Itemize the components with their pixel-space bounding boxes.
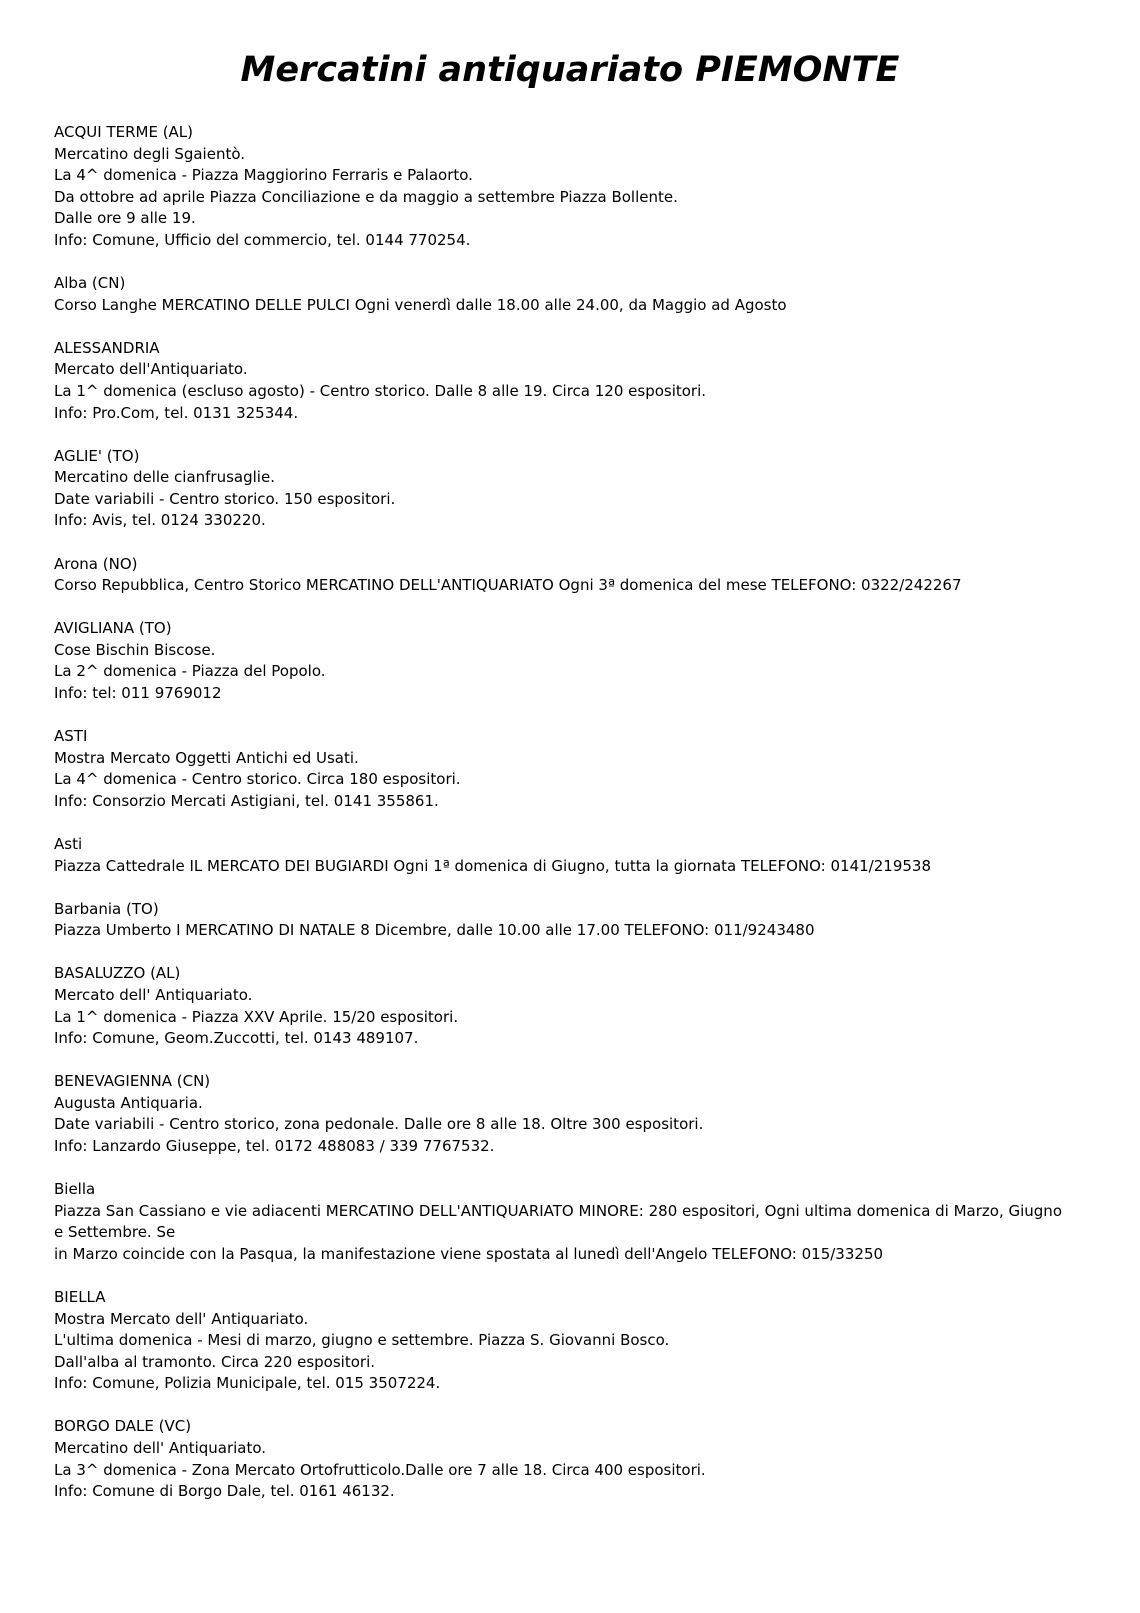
market-location: ACQUI TERME (AL) (54, 123, 194, 141)
market-detail-line: Augusta Antiquaria. (54, 1093, 203, 1112)
market-detail-line: in Marzo coincide con la Pasqua, la manifestazione viene spostata al lunedì dell'Angelo TELEFONO: 015/33250 (54, 1244, 884, 1263)
market-location: Biella (54, 1180, 96, 1199)
market-detail-line: Mostra Mercato dell' Antiquariato. (54, 1309, 309, 1328)
market-location: Asti (54, 834, 83, 853)
market-detail-line: Piazza Cattedrale IL MERCATO DEI BUGIARDI Ogni 1ª domenica di Giugno, tutta la giornata TELEFONO: 0141/219538 (54, 856, 931, 875)
market-detail-line: Date variabili - Centro storico, zona pedonale. Dalle ore 8 alle 18. Oltre 300 espositori. (54, 1115, 704, 1134)
market-entry (54, 618, 1094, 704)
market-detail-line: La 4^ domenica - Centro storico. Circa 180 espositori. (54, 770, 461, 789)
market-detail-line: Info: tel: 011 9769012 (54, 683, 222, 702)
market-detail-line: La 1^ domenica - Piazza XXV Aprile. 15/20 espositori. (54, 1007, 459, 1026)
market-detail-line: Corso Langhe MERCATINO DELLE PULCI Ogni venerdì dalle 18.00 alle 24.00, da Maggio ad Agosto (54, 295, 787, 314)
market-detail-line: Dalle ore 9 alle 19. (54, 209, 196, 228)
market-entry (54, 1071, 1094, 1157)
market-location: BASALUZZO (AL) (54, 964, 181, 983)
market-entry (54, 554, 1094, 597)
market-entry (54, 899, 1094, 942)
market-detail-line: Cose Bischin Biscose. (54, 640, 216, 659)
market-detail-line: Mercato dell' Antiquariato. (54, 985, 253, 1004)
market-detail-line: Mercato dell'Antiquariato. (54, 360, 248, 379)
market-detail-line: Info: Comune, Geom.Zuccotti, tel. 0143 489107. (54, 1029, 419, 1048)
market-entry (54, 1287, 1094, 1395)
market-detail-line: Mercatino dell' Antiquariato. (54, 1439, 267, 1457)
market-detail-line: Info: Pro.Com, tel. 0131 325344. (54, 403, 299, 422)
market-detail-line: Dall'alba al tramonto. Circa 220 espositori. (54, 1352, 376, 1371)
market-detail-line: Mercatino delle cianfrusaglie. (54, 468, 275, 487)
market-location: Arona (NO) (54, 554, 138, 573)
market-entry (54, 1179, 1094, 1265)
market-detail-line: Info: Comune di Borgo Dale, tel. 0161 46132. (54, 1482, 395, 1501)
market-detail-line: L'ultima domenica - Mesi di marzo, giugno e settembre. Piazza S. Giovanni Bosco. (54, 1331, 670, 1350)
market-detail-line: Info: Consorzio Mercati Astigiani, tel. 0141 355861. (54, 791, 439, 810)
market-list (54, 122, 1094, 1524)
market-location: BIELLA (54, 1287, 106, 1306)
market-detail-line: Info: Avis, tel. 0124 330220. (54, 511, 266, 530)
market-detail-line: La 1^ domenica (escluso agosto) - Centro storico. Dalle 8 alle 19. Circa 120 espositori. (54, 381, 707, 400)
market-entry (54, 338, 1094, 424)
market-entry (54, 446, 1094, 532)
market-location: ALESSANDRIA (54, 338, 160, 357)
market-detail-line: Date variabili - Centro storico. 150 espositori. (54, 489, 396, 508)
market-entry (54, 1416, 1094, 1502)
market-detail-line: La 4^ domenica - Piazza Maggiorino Ferraris e Palaorto. (54, 166, 473, 185)
market-location: Alba (CN) (54, 274, 126, 293)
market-entry (54, 122, 1094, 252)
market-detail-line: Info: Comune, Polizia Municipale, tel. 015 3507224. (54, 1374, 441, 1393)
market-entry (54, 834, 1094, 877)
market-location: AGLIE' (TO) (54, 446, 140, 465)
market-location: AVIGLIANA (TO) (54, 619, 172, 638)
market-location: Barbania (TO) (54, 899, 159, 918)
market-entry (54, 273, 1094, 316)
market-location: BORGO DALE (VC) (54, 1417, 192, 1436)
market-detail-line: Info: Comune, Ufficio del commercio, tel. 0144 770254. (54, 230, 471, 249)
market-detail-line: Piazza San Cassiano e vie adiacenti MERCATINO DELL'ANTIQUARIATO MINORE: 280 espositori, Ogni ultima domenica di Marzo, Giugno (54, 1201, 1062, 1220)
market-detail-line: Piazza Umberto I MERCATINO DI NATALE 8 Dicembre, dalle 10.00 alle 17.00 TELEFONO: 011/9243480 (54, 921, 815, 940)
market-entry (54, 963, 1094, 1049)
market-detail-line: Corso Repubblica, Centro Storico MERCATINO DELL'ANTIQUARIATO Ogni 3ª domenica del mese TELEFONO: 0322/242267 (54, 576, 962, 595)
market-location: BENEVAGIENNA (CN) (54, 1072, 211, 1091)
market-location: ASTI (54, 727, 88, 746)
market-detail-line: e Settembre. Se (54, 1223, 176, 1242)
market-detail-line: Da ottobre ad aprile Piazza Conciliazione e da maggio a settembre Piazza Bollente. (54, 187, 678, 206)
market-detail-line: Info: Lanzardo Giuseppe, tel. 0172 488083 / 339 7767532. (54, 1136, 495, 1155)
market-entry (54, 726, 1094, 812)
market-detail-line: Mercatino degli Sgaientò. (54, 144, 246, 163)
market-detail-line: La 2^ domenica - Piazza del Popolo. (54, 662, 326, 681)
market-detail-line: La 3^ domenica - Zona Mercato Ortofrutticolo.Dalle ore 7 alle 18. Circa 400 espositori. (54, 1460, 706, 1479)
market-detail-line: Mostra Mercato Oggetti Antichi ed Usati. (54, 748, 359, 767)
document-title: Mercatini antiquariato PIEMONTE (240, 50, 900, 90)
